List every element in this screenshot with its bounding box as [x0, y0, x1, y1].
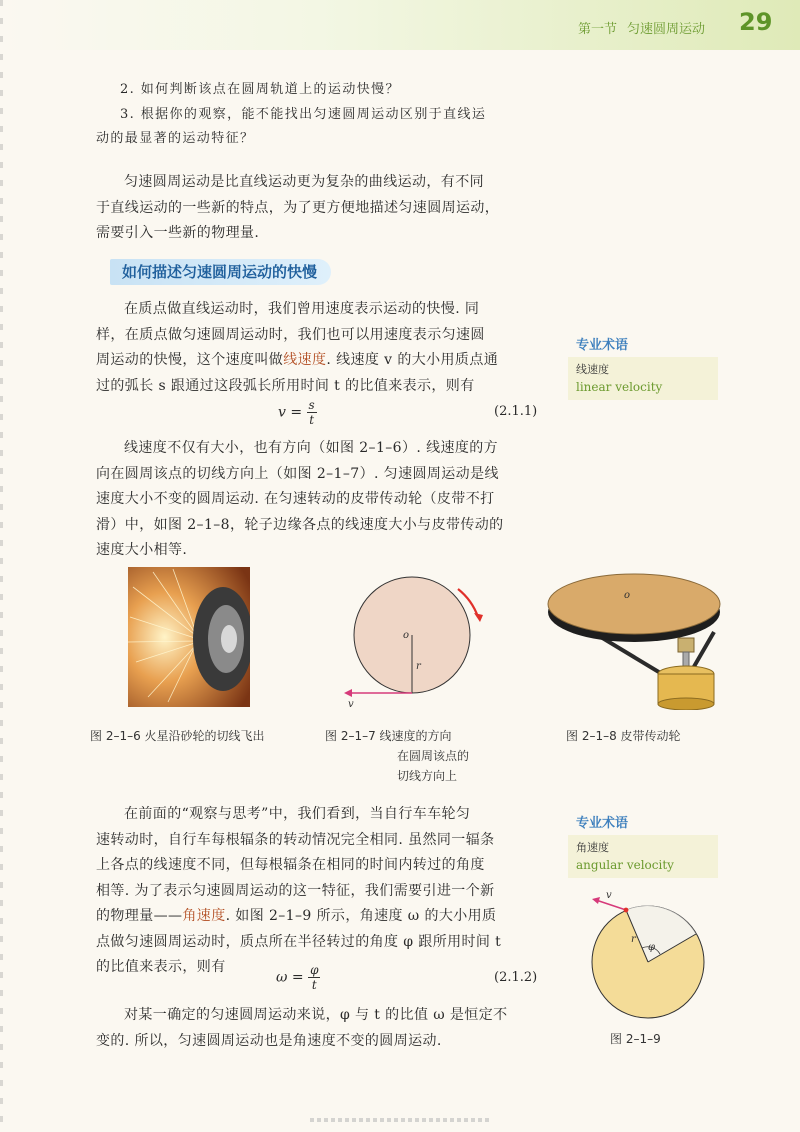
paragraph-angular-velocity	[96, 802, 556, 981]
para3-line5	[96, 904, 556, 930]
para4-line: 对某一确定的匀速圆周运动来说，φ 与 t 的比值 ω 是恒定不	[124, 1007, 508, 1023]
formula2-lhs: ω =	[276, 969, 304, 986]
para2-line: 滑）中，如图 2–1–8，轮子边缘各点的线速度大小与皮带传动的	[96, 516, 504, 533]
para3-line: 速转动时，自行车每根辐条的转动情况完全相同. 虽然同一辐条	[96, 831, 495, 848]
question-3-line2: 动的最显著的运动特征？	[96, 131, 255, 146]
para1-line: 过的弧长 s 跟通过这段弧长所用时间 t 的比值来表示，则有	[96, 377, 475, 394]
term-chinese: 角速度	[576, 841, 609, 854]
para3-text: 的物理量——	[96, 908, 183, 924]
term-box-linear-velocity	[568, 332, 718, 400]
velocity-arrow	[596, 900, 626, 910]
header-chapter-section: 第一节	[578, 22, 618, 37]
formula-linear-velocity	[278, 398, 317, 427]
para1-text: . 线速度 v 的大小用质点通	[326, 352, 499, 368]
formula1-fraction	[307, 398, 317, 427]
figure-angular-displacement	[578, 888, 718, 1023]
para3-line: 点做匀速圆周运动时，质点所在半径转过的角度 φ 跟所用时间 t	[96, 933, 502, 950]
caption-fig-2-1-6: 图 2–1–6 火星沿砂轮的切线飞出	[90, 729, 265, 743]
para1-line: 在质点做直线运动时，我们曾用速度表示运动的快慢. 同	[124, 301, 480, 317]
motor-base	[658, 698, 714, 710]
para3-line: 上各点的线速度不同，但每根辐条在相同的时间内转过的角度	[96, 857, 485, 873]
term-english: linear velocity	[576, 380, 663, 394]
term-title: 专业术语	[568, 810, 718, 835]
intro-line: 需要引入一些新的物理量.	[96, 225, 260, 241]
velocity-arrowhead	[592, 897, 600, 904]
paragraph-linear-velocity	[96, 297, 556, 399]
keyword-linear-velocity: 线速度	[283, 352, 327, 368]
equation-number-2: (2.1.2)	[494, 970, 538, 985]
para3-line: 相等. 为了表示匀速圆周运动的这一特征，我们需要引进一个新	[96, 882, 495, 899]
header-section-title: 匀速圆周运动	[627, 22, 706, 37]
caption-fig-2-1-7: 图 2–1–7 线速度的方向	[325, 729, 452, 743]
particle-point	[624, 908, 629, 913]
para3-text: . 如图 2–1–9 所示，角速度 ω 的大小用质	[225, 908, 497, 924]
question-2: 2. 如何判断该点在圆周轨道上的运动快慢？	[120, 82, 400, 97]
label-r: r	[416, 661, 421, 672]
formula1-lhs: v =	[278, 404, 303, 421]
keyword-angular-velocity: 角速度	[182, 908, 226, 924]
small-pulley	[678, 638, 694, 652]
formula2-fraction	[308, 963, 320, 992]
term-title: 专业术语	[568, 332, 718, 357]
label-v: v	[348, 699, 354, 710]
velocity-arrowhead	[344, 689, 352, 697]
question-3-line1: 3. 根据你的观察，能不能找出匀速圆周运动区别于直线运	[120, 107, 487, 122]
para2-line: 向在圆周该点的切线方向上（如图 2–1–7）. 匀速圆周运动是线	[96, 465, 499, 482]
intro-line: 匀速圆周运动是比直线运动更为复杂的曲线运动，有不同	[124, 174, 484, 190]
para3-line: 在前面的“观察与思考”中，我们看到，当自行车车轮匀	[124, 806, 471, 822]
term-english: angular velocity	[576, 858, 674, 872]
para2-line: 速度大小不变的圆周运动. 在匀速转动的皮带传动轮（皮带不打	[96, 491, 495, 507]
header-section	[578, 18, 715, 37]
intro-paragraph	[96, 170, 566, 247]
paragraph-direction	[96, 436, 556, 564]
paragraph-conclusion	[96, 1003, 556, 1054]
para4-line: 变的. 所以，匀速圆周运动也是角速度不变的圆周运动.	[96, 1032, 442, 1049]
para1-line: 样，在质点做匀速圆周运动时，我们也可以用速度表示匀速圆	[96, 326, 485, 343]
caption-fig-2-1-8: 图 2–1–8 皮带传动轮	[566, 729, 681, 743]
grinding-wheel-photo	[128, 567, 250, 707]
caption-fig-2-1-7-line2: 在圆周该点的	[397, 749, 470, 763]
figure-tangent-velocity	[330, 575, 490, 710]
label-r: r	[631, 934, 636, 945]
rotation-arrowhead	[474, 613, 483, 622]
footer-mark	[310, 1118, 490, 1122]
intro-line: 于直线运动的一些新的特点，为了更方便地描述匀速圆周运动，	[96, 199, 500, 216]
para3-line: 的比值来表示，则有	[96, 959, 226, 975]
caption-fig-2-1-7-line3: 切线方向上	[397, 769, 458, 783]
label-v: v	[606, 890, 612, 901]
formula1-numerator: s	[308, 398, 315, 412]
caption-fig-2-1-9: 图 2–1–9	[610, 1032, 661, 1046]
figure-belt-pulley	[542, 560, 742, 710]
section-heading: 如何描述匀速圆周运动的快慢	[110, 259, 331, 285]
para2-line: 线速度不仅有大小，也有方向（如图 2–1–6）. 线速度的方	[124, 440, 499, 456]
grinding-wheel-center	[221, 625, 237, 653]
page-number: 29	[739, 8, 773, 36]
para2-line: 速度大小相等.	[96, 542, 188, 558]
equation-number-1: (2.1.1)	[494, 404, 538, 419]
formula2-denominator: t	[311, 978, 317, 992]
para1-text: 周运动的快慢，这个速度叫做	[96, 352, 284, 368]
formula-angular-velocity	[276, 963, 320, 992]
large-wheel	[548, 574, 720, 634]
label-o: o	[624, 590, 631, 601]
binding-edge	[0, 0, 3, 1132]
label-phi: φ	[648, 942, 656, 953]
label-o: o	[403, 630, 410, 641]
formula2-numerator: φ	[310, 963, 319, 977]
term-chinese: 线速度	[576, 363, 609, 376]
term-box-angular-velocity	[568, 810, 718, 878]
para1-line3	[96, 348, 556, 374]
formula1-denominator: t	[309, 413, 315, 427]
